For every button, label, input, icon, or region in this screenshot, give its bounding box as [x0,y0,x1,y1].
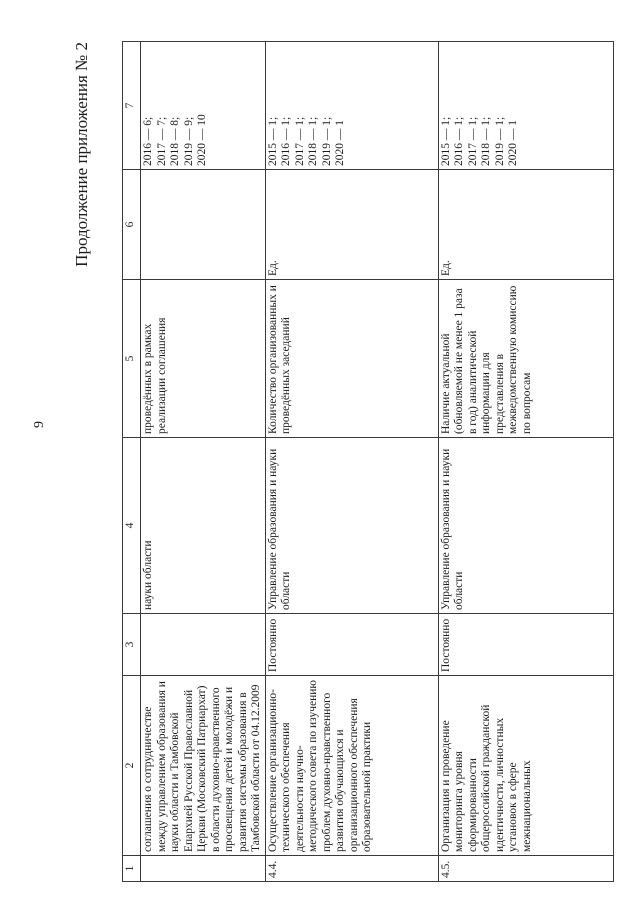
values-cell: 2015 — 1; 2016 — 1; 2017 — 1; 2018 — 1; 2019 — 1; 2020 — 1 [265,42,438,170]
indicator-cell: Количество организованных и проведённых заседаний [265,280,438,438]
unit-cell [141,170,266,280]
indicator-cell: проведённых в рамках реализации соглашения [141,280,266,438]
appendix-header: Продолжение приложения № 2 [72,42,91,267]
item-number: 4.5. [438,856,613,882]
activity-cell: соглашения о сотрудничестве между управлением образования и науки области и Тамбовской Епархией Русской Православной Церкви (Московский Патриархат) в области духовно-нравственного просвещения детей и молодёжи и развития системы образования в Тамбовской области от 04.12.2009 [141,676,266,856]
unit-cell: Ед. [438,170,613,280]
item-number: 4.4. [265,856,438,882]
activity-cell: Организация и проведение мониторинга уровня сформированности общероссийской гражданской идентичности, личностных установок в сфере межнациональных [438,676,613,856]
column-header: 1 [123,856,141,882]
values-cell: 2015 — 1; 2016 — 1; 2017 — 1; 2018 — 1; 2019 — 1; 2020 — 1 [438,42,613,170]
term-cell: Постоянно [265,614,438,676]
rotated-sheet [72,42,602,882]
term-cell [141,614,266,676]
table-row [265,42,438,882]
activity-cell: Осуществление организационно-технического обеспечения деятельности научно-методического совета по изучению проблем духовно-нравственного развития обучающихся и организационного обеспечения образовательной практики [265,676,438,856]
term-cell: Постоянно [438,614,613,676]
column-header: 6 [123,170,141,280]
indicator-cell: Наличие актуальной (обновляемой не менее 1 раза в год) аналитической информации для представления в межведомственную комиссию по вопросам [438,280,613,438]
column-header: 5 [123,280,141,438]
executor-cell: Управление образования и науки области [438,438,613,614]
executor-cell: науки области [141,438,266,614]
column-header: 4 [123,438,141,614]
table-row [438,42,613,882]
values-cell: 2016 — 6; 2017 — 7; 2018 — 8; 2019 — 9; 2020 — 10 [141,42,266,170]
column-header: 2 [123,676,141,856]
column-header: 7 [123,42,141,170]
measures-table [122,41,614,882]
column-header: 3 [123,614,141,676]
column-number-row [123,42,141,882]
executor-cell: Управление образования и науки области [265,438,438,614]
table-row [141,42,266,882]
page-number: 9 [32,421,47,428]
unit-cell: Ед. [265,170,438,280]
item-number [141,856,266,882]
